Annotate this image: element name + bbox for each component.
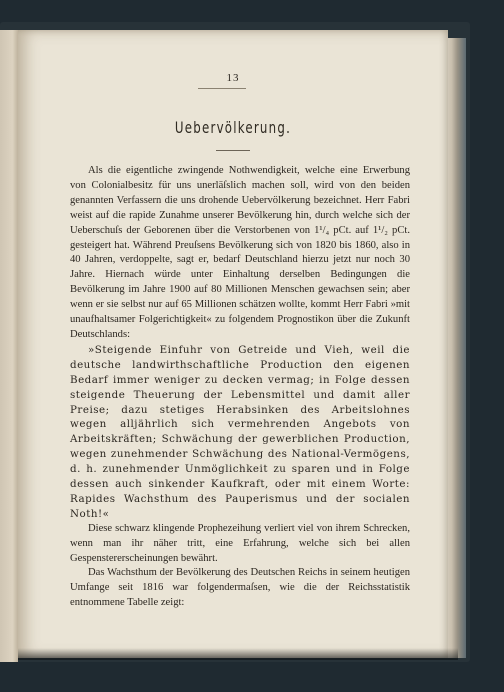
title-rule (216, 150, 250, 151)
page-number: 13 (226, 72, 240, 84)
paragraph-quote: »Steigende Einfuhr von Getreide und Vieh, weil die deutsche landwirthschaftliche Production den eigenen Bedarf immer weniger zu decken vermag; in Folge dessen steigende Theuerung der Lebensmittel und damit aller Preise; dazu stetiges Herabsinken des Arbeitslohnes wegen alljährlich sich vermehrenden Angebots von Arbeitskräften; Schwächung der gewerblichen Production, wegen zunehmender Schwächung des National-Vermögens, d. h. zunehmender Unmöglichkeit zu sparen und in Folge dessen auch sinkender Kaufkraft, oder mit einem Worte: Rapides Wachsthum des Pauperismus und der socialen Noth!« (70, 343, 410, 520)
paragraph-prophecy: Diese schwarz klingende Prophezeihung verliert viel von ihrem Schrecken, wenn man ihr näher tritt, eine Erfahrung, welche sich bei allen Gespenstererscheinungen bewährt. (70, 522, 410, 564)
body-text (70, 164, 410, 611)
previous-page-edge (0, 30, 18, 662)
page-bottom-shadow (18, 648, 458, 660)
page-number-rule (198, 88, 246, 89)
paragraph-intro: Als die eigentliche zwingende Nothwendigkeit, welche eine Erwerbung von Colonialbesitz für uns unerläſslich machen soll, wird von den beiden genannten Verfassern die uns drohende Uebervölkerung bezeichnet. Herr Fabri weist auf die rapide Zunahme unserer Bevölkerung hin, durch welche sich der Ueberschuſs der Geborenen über die Verstorbenen von 1¹/₄ pCt. auf 1¹/₂ pCt. gesteigert hat. Während Preuſsens Bevölkerung sich von 1820 bis 1860, also in 40 Jahren, verdoppelte, sagt er, bedarf Deutschland hierzu jetzt nur noch 30 Jahre. Hiernach würde unter Einhaltung derselben Bedingungen die Bevölkerung im Jahre 1900 auf 80 Millionen Menschen gewachsen sein; aber wenn er sie selbst nur auf 65 Millionen schätzen wollte, kommt Herr Fabri »mit unaufhaltsamer Folgerichtigkeit« zu folgendem Prognostikon über die Zukunft Deutschlands: (70, 165, 410, 340)
paragraph-table-intro: Das Wachsthum der Bevölkerung des Deutschen Reichs in seinem heutigen Umfange seit 1816 war folgendermaſsen, wie die der Reichsstatistik entnommene Tabelle zeigt: (70, 567, 410, 609)
book-page (18, 30, 448, 658)
chapter-title: Uebervölkerung. (174, 118, 292, 137)
